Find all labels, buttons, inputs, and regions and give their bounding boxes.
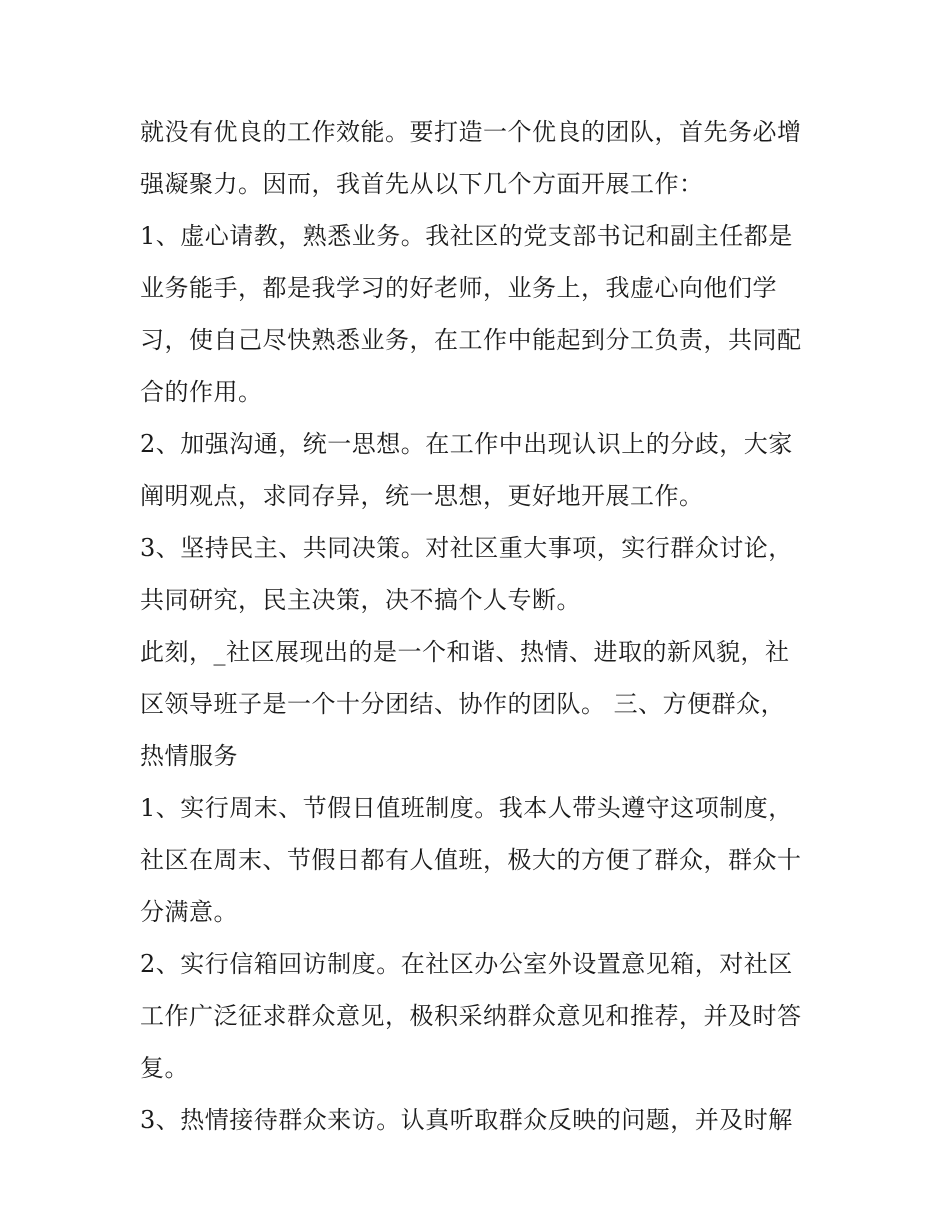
text-line-13: 热情服务 xyxy=(140,742,238,770)
text-line-8: 阐明观点，求同存异，统一思想，更好地开展工作。 xyxy=(140,482,704,510)
text-line-9: 3、坚持民主、共同决策。对社区重大事项，实行群众讨论， xyxy=(140,534,793,562)
text-line-17: 2、实行信箱回访制度。在社区办公室外设置意见箱，对社区 xyxy=(140,950,793,978)
text-line-5: 习，使自己尽快熟悉业务，在工作中能起到分工负责，共同配 xyxy=(140,326,802,354)
text-line-14: 1、实行周末、节假日值班制度。我本人带头遵守这项制度， xyxy=(140,794,793,822)
text-line-6: 合的作用。 xyxy=(140,378,263,406)
text-line-15: 社区在周末、节假日都有人值班，极大的方便了群众，群众十 xyxy=(140,846,802,874)
document-body xyxy=(140,106,820,1146)
text-line-3: 1、虚心请教，熟悉业务。我社区的党支部书记和副主任都是 xyxy=(140,222,793,250)
text-line-7: 2、加强沟通，统一思想。在工作中出现认识上的分歧，大家 xyxy=(140,430,793,458)
text-line-20: 3、热情接待群众来访。认真听取群众反映的问题，并及时解 xyxy=(140,1106,793,1134)
text-line-1: 就没有优良的工作效能。要打造一个优良的团队，首先务必增 xyxy=(140,118,802,146)
text-line-11: 此刻，_社区展现出的是一个和谐、热情、进取的新风貌，社 xyxy=(140,638,790,666)
text-line-12: 区领导班子是一个十分团结、协作的团队。 三、方便群众， xyxy=(140,690,786,718)
text-line-10: 共同研究，民主决策，决不搞个人专断。 xyxy=(140,586,581,614)
text-line-19: 复。 xyxy=(140,1054,189,1082)
text-line-2: 强凝聚力。因而，我首先从以下几个方面开展工作： xyxy=(140,170,704,198)
text-line-16: 分满意。 xyxy=(140,898,238,926)
text-line-4: 业务能手，都是我学习的好老师，业务上，我虚心向他们学 xyxy=(140,274,777,302)
text-line-18: 工作广泛征求群众意见，极积采纳群众意见和推荐，并及时答 xyxy=(140,1002,802,1030)
